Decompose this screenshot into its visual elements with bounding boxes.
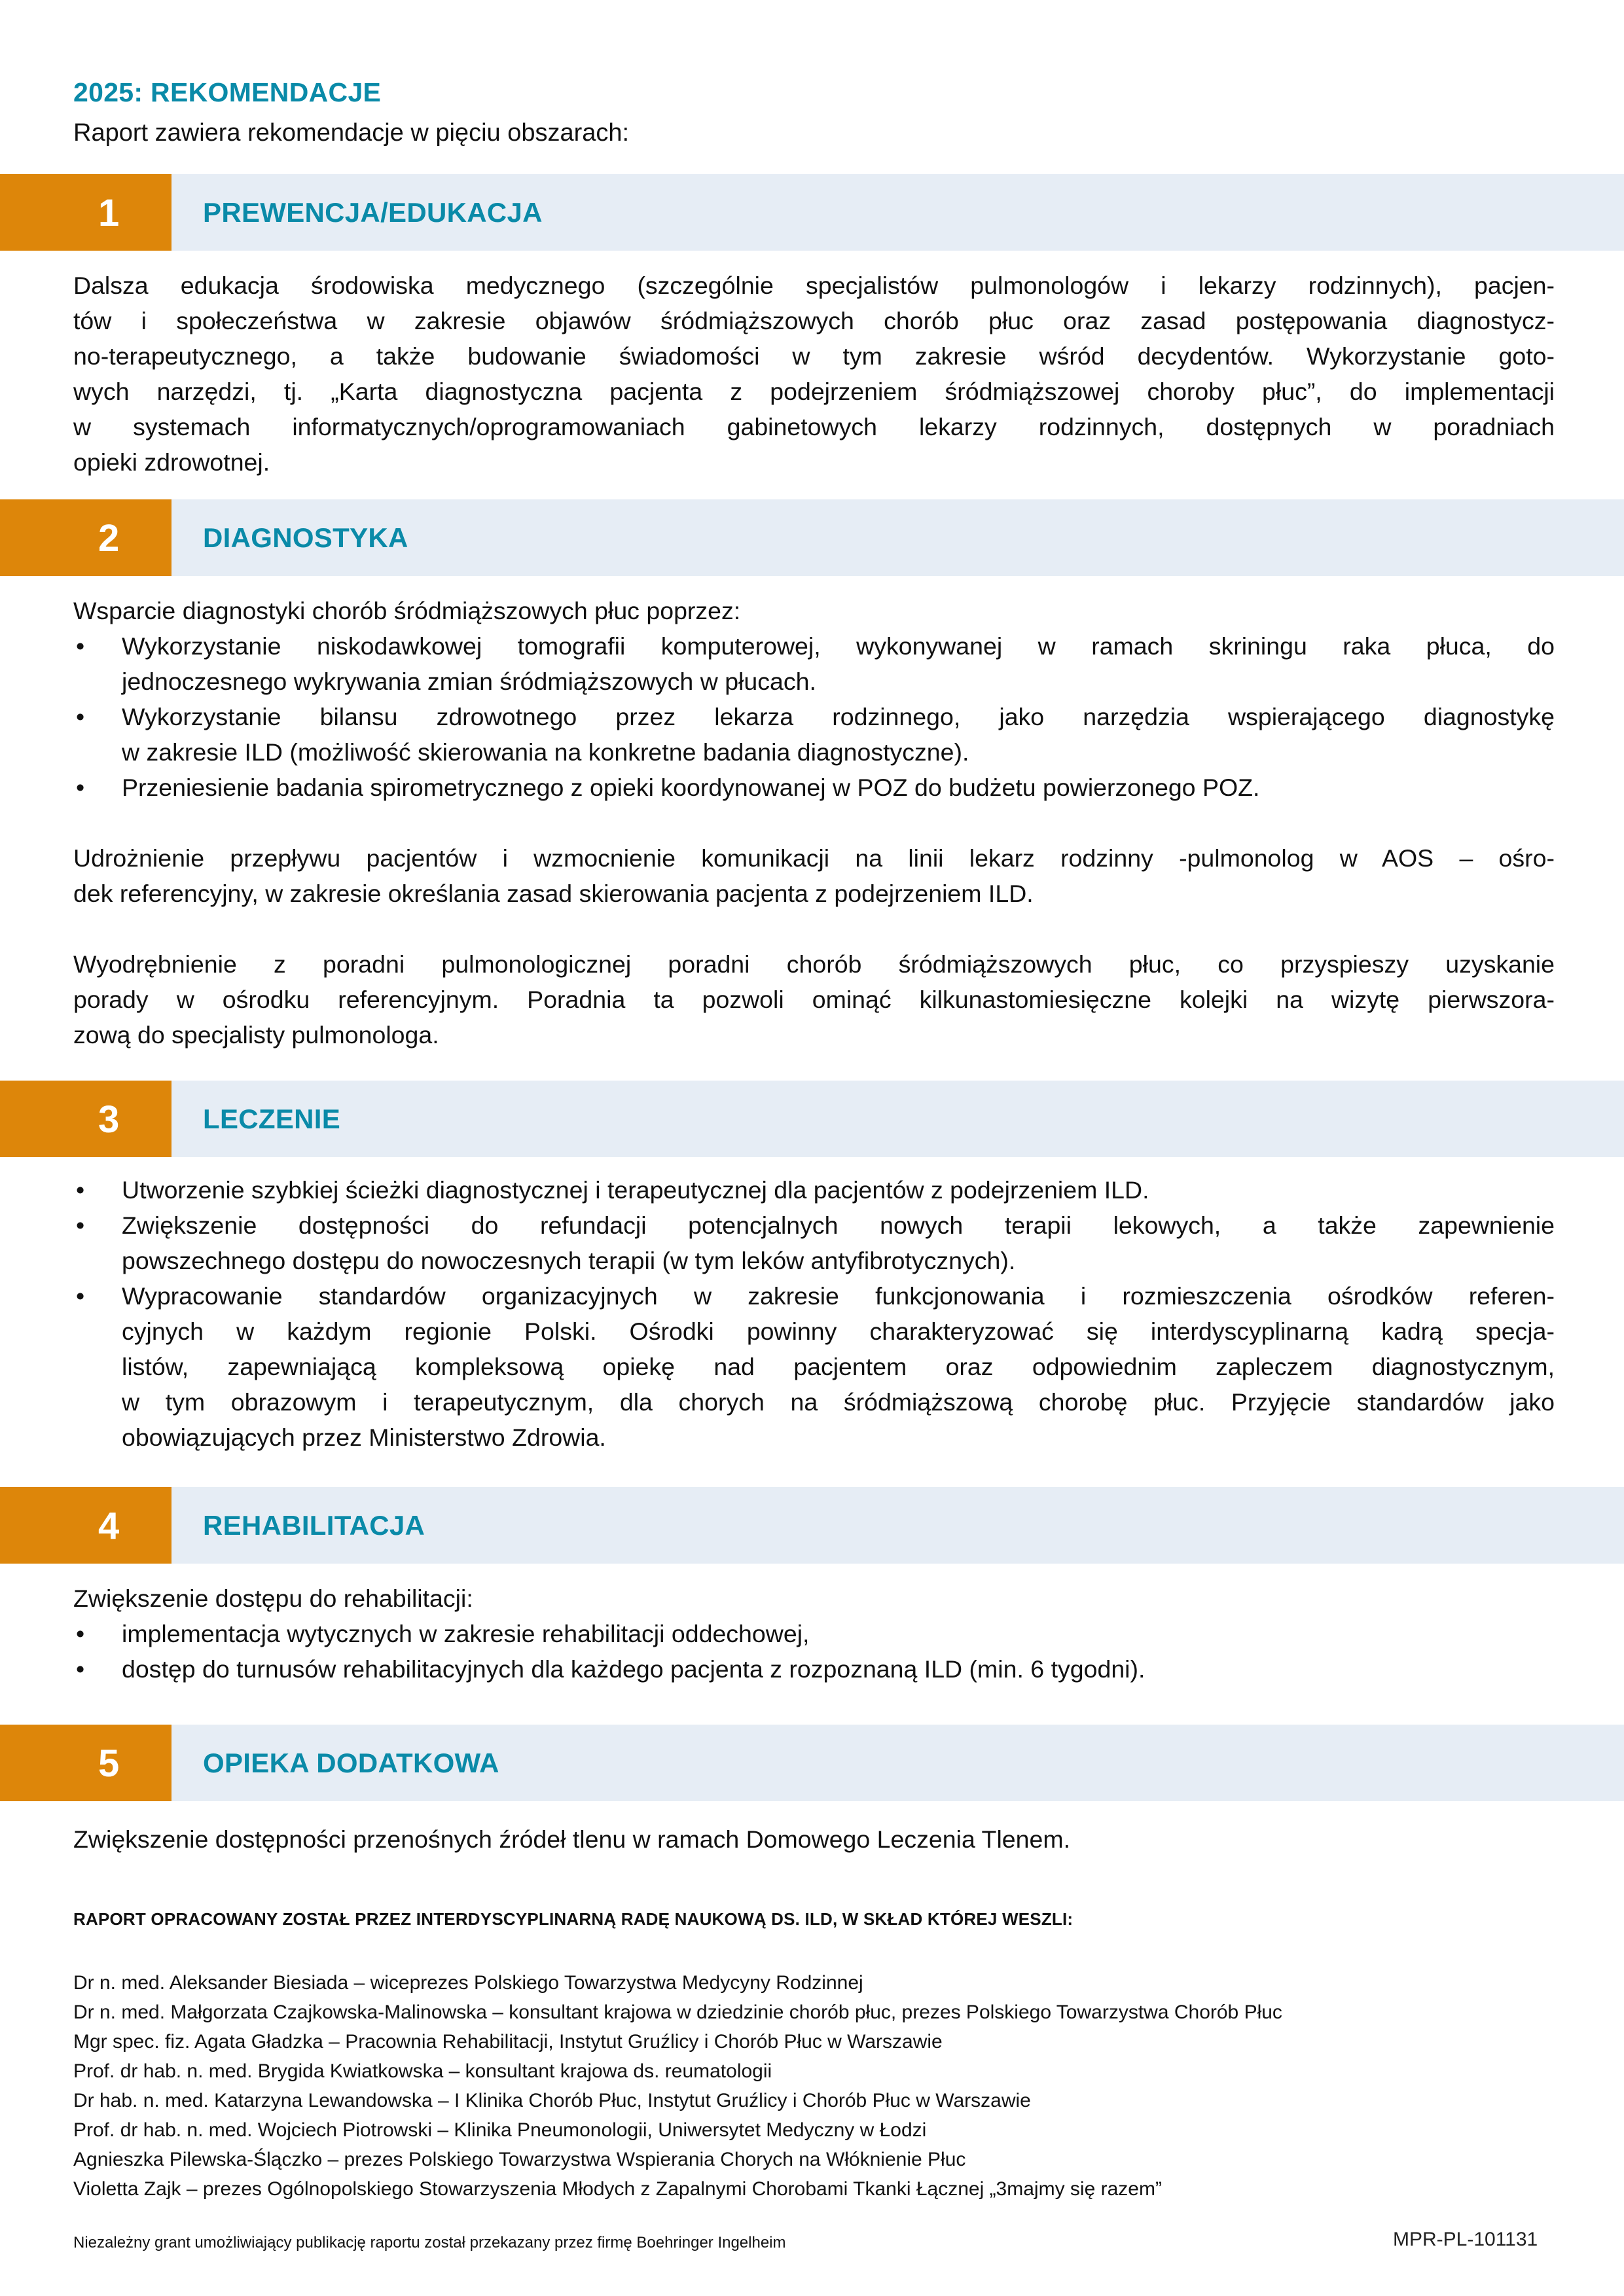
text-line: tów i społeczeństwa w zakresie objawów śródmiąższowych chorób płuc oraz zasad postępowania diagnostycz-: [73, 307, 1555, 334]
bullet-line: dostęp do turnusów rehabilitacyjnych dla każdego pacjenta z rozpoznaną ILD (min. 6 tygodni).: [122, 1655, 1146, 1683]
bullet-line: jednoczesnego wykrywania zmian śródmiąższowych w płucach.: [122, 668, 816, 695]
bullet-icon: •: [76, 1655, 85, 1683]
bullet-line: Wykorzystanie niskodawkowej tomografii komputerowej, wykonywanej w ramach skriningu raka płuca, do: [122, 632, 1555, 660]
bullet-icon: •: [76, 1211, 85, 1239]
text-line: no-terapeutycznego, a także budowanie świadomości w tym zakresie wśród decydentów. Wykorzystanie goto-: [73, 342, 1555, 370]
bullet-line: cyjnych w każdym regionie Polski. Ośrodki powinny charakteryzować się interdyscyplinarną kadrą specja-: [122, 1318, 1555, 1345]
bullet-line: Wykorzystanie bilansu zdrowotnego przez lekarza rodzinnego, jako narzędzia wspierającego diagnostykę: [122, 703, 1555, 730]
section-number: 3: [98, 1098, 120, 1141]
bullet-line: implementacja wytycznych w zakresie rehabilitacji oddechowej,: [122, 1620, 810, 1647]
council-member: Mgr spec. fiz. Agata Gładzka – Pracownia Rehabilitacji, Instytut Gruźlicy i Chorób Płuc w Warszawie: [73, 2031, 943, 2053]
text-line: Wyodrębnienie z poradni pulmonologicznej poradni chorób śródmiąższowych płuc, co przyspieszy uzyskanie: [73, 950, 1555, 978]
section-number-box: [0, 1081, 171, 1157]
text-line: Udrożnienie przepływu pacjentów i wzmocnienie komunikacji na linii lekarz rodzinny -pulmonolog w AOS – ośro-: [73, 844, 1555, 872]
text-line: Zwiększenie dostępności przenośnych źródeł tlenu w ramach Domowego Leczenia Tlenem.: [73, 1825, 1070, 1853]
bullet-icon: •: [76, 632, 85, 660]
section-number: 1: [98, 192, 120, 234]
text-line: dek referencyjny, w zakresie określania zasad skierowania pacjenta z podejrzeniem ILD.: [73, 880, 1034, 907]
text-line: opieki zdrowotnej.: [73, 448, 270, 476]
grant-note: Niezależny grant umożliwiający publikację raportu został przekazany przez firmę Boehringer Ingelheim: [73, 2234, 786, 2251]
bullet-line: Przeniesienie badania spirometrycznego z opieki koordynowanej w POZ do budżetu powierzonego POZ.: [122, 774, 1260, 801]
council-member: Dr n. med. Aleksander Biesiada – wiceprezes Polskiego Towarzystwa Medycyny Rodzinnej: [73, 1972, 863, 1994]
section-header-1: [0, 174, 1624, 251]
bullet-icon: •: [76, 1620, 85, 1647]
council-heading: RAPORT OPRACOWANY ZOSTAŁ PRZEZ INTERDYSCYPLINARNĄ RADĘ NAUKOWĄ DS. ILD, W SKŁAD KTÓREJ WESZLI:: [73, 1909, 1074, 1929]
text-line: wych narzędzi, tj. „Karta diagnostyczna pacjenta z podejrzeniem śródmiąższowej choroby płuc”, do implementacji: [73, 378, 1555, 405]
intro-text: Raport zawiera rekomendacje w pięciu obszarach:: [73, 119, 630, 147]
bullet-icon: •: [76, 1282, 85, 1310]
text-line: Dalsza edukacja środowiska medycznego (szczególnie specjalistów pulmonologów i lekarzy rodzinnych), pacjen-: [73, 272, 1555, 299]
bullet-line: listów, zapewniającą kompleksową opiekę nad pacjentem oraz odpowiednim zapleczem diagnostycznym,: [122, 1353, 1555, 1380]
bullet-line: Utworzenie szybkiej ścieżki diagnostycznej i terapeutycznej dla pacjentów z podejrzeniem ILD.: [122, 1176, 1149, 1204]
section-header-4: [0, 1487, 1624, 1564]
council-member: Prof. dr hab. n. med. Wojciech Piotrowski – Klinika Pneumonologii, Uniwersytet Medyczny w Łodzi: [73, 2119, 927, 2141]
council-member: Dr hab. n. med. Katarzyna Lewandowska – I Klinika Chorób Płuc, Instytut Gruźlicy i Chorób Płuc w Warszawie: [73, 2090, 1031, 2111]
section-title: PREWENCJA/EDUKACJA: [203, 197, 543, 228]
text-line: Zwiększenie dostępu do rehabilitacji:: [73, 1585, 473, 1612]
council-member: Prof. dr hab. n. med. Brygida Kwiatkowska – konsultant krajowa ds. reumatologii: [73, 2060, 772, 2082]
text-line: Wsparcie diagnostyki chorób śródmiąższowych płuc poprzez:: [73, 597, 741, 624]
council-member: Dr n. med. Małgorzata Czajkowska-Malinowska – konsultant krajowa w dziedzinie chorób płuc, prezes Polskiego Towarzystwa Chorób Płuc: [73, 2001, 1282, 2023]
section-header-2: [0, 499, 1624, 576]
bullet-line: obowiązujących przez Ministerstwo Zdrowia.: [122, 1424, 606, 1451]
section-header-5: [0, 1725, 1624, 1801]
section-number: 2: [98, 517, 120, 560]
text-line: w systemach informatycznych/oprogramowaniach gabinetowych lekarzy rodzinnych, dostępnych w poradniach: [73, 413, 1555, 440]
text-line: zową do specjalisty pulmonologa.: [73, 1021, 439, 1049]
bullet-line: w zakresie ILD (możliwość skierowania na konkretne badania diagnostyczne).: [122, 738, 969, 766]
section-number: 5: [98, 1742, 120, 1785]
section-number-box: [0, 174, 171, 251]
bullet-icon: •: [76, 703, 85, 730]
bullet-icon: •: [76, 1176, 85, 1204]
section-title: REHABILITACJA: [203, 1510, 425, 1541]
bullet-line: Wypracowanie standardów organizacyjnych w zakresie funkcjonowania i rozmieszczenia ośrodków referen-: [122, 1282, 1555, 1310]
section-title: DIAGNOSTYKA: [203, 522, 408, 553]
section-header-3: [0, 1081, 1624, 1157]
section-number-box: [0, 1725, 171, 1801]
section-title: OPIEKA DODATKOWA: [203, 1748, 499, 1778]
section-number-box: [0, 499, 171, 576]
section-number: 4: [98, 1505, 120, 1547]
bullet-line: Zwiększenie dostępności do refundacji potencjalnych nowych terapii lekowych, a także zapewnienie: [122, 1211, 1555, 1239]
bullet-icon: •: [76, 774, 85, 801]
bullet-line: powszechnego dostępu do nowoczesnych terapii (w tym leków antyfibrotycznych).: [122, 1247, 1016, 1274]
text-line: porady w ośrodku referencyjnym. Poradnia ta pozwoli ominąć kilkunastomiesięczne kolejki na wizytę pierwszora-: [73, 986, 1555, 1013]
section-title: LECZENIE: [203, 1103, 341, 1134]
council-member: Agnieszka Pilewska-Ślączko – prezes Polskiego Towarzystwa Wspierania Chorych na Włóknienie Płuc: [73, 2149, 966, 2170]
page-title: 2025: REKOMENDACJE: [73, 77, 382, 107]
document-code: MPR-PL-101131: [1393, 2229, 1538, 2250]
council-member: Violetta Zajk – prezes Ogólnopolskiego Stowarzyszenia Młodych z Zapalnymi Chorobami Tkanki Łącznej „3majmy się razem”: [73, 2178, 1162, 2200]
section-number-box: [0, 1487, 171, 1564]
bullet-line: w tym obrazowym i terapeutycznym, dla chorych na śródmiąższową chorobę płuc. Przyjęcie standardów jako: [122, 1388, 1555, 1416]
